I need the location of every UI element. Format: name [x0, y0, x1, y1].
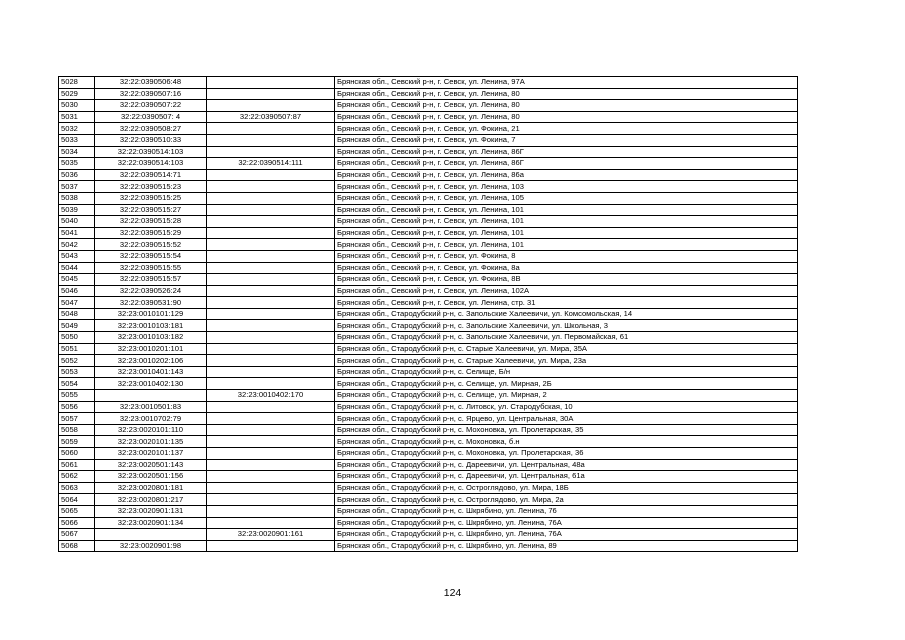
address-cell: Брянская обл., Стародубский р-н, с. Мохоновка, ул. Пролетарская, 36 — [335, 448, 798, 460]
cadastral-number-cell: 32:22:0390506:48 — [95, 77, 207, 89]
linked-cadastral-number-cell: 32:22:0390507:87 — [207, 111, 335, 123]
cadastral-number-cell: 32:22:0390515:27 — [95, 204, 207, 216]
table-row — [59, 366, 798, 378]
address-cell: Брянская обл., Севский р-н, г. Севск, ул. Ленина, 101 — [335, 204, 798, 216]
linked-cadastral-number-cell — [207, 169, 335, 181]
row-number-cell: 5030 — [59, 100, 95, 112]
address-cell: Брянская обл., Стародубский р-н, с. Старые Халеевичи, ул. Мира, 23а — [335, 355, 798, 367]
address-cell: Брянская обл., Стародубский р-н, с. Селище, ул. Мирная, 2 — [335, 390, 798, 402]
table-row — [59, 274, 798, 286]
linked-cadastral-number-cell: 32:23:0020901:161 — [207, 529, 335, 541]
linked-cadastral-number-cell — [207, 274, 335, 286]
linked-cadastral-number-cell — [207, 181, 335, 193]
linked-cadastral-number-cell — [207, 366, 335, 378]
row-number-cell: 5032 — [59, 123, 95, 135]
row-number-cell: 5041 — [59, 227, 95, 239]
address-cell: Брянская обл., Стародубский р-н, с. Остроглядово, ул. Мира, 2а — [335, 494, 798, 506]
address-cell: Брянская обл., Севский р-н, г. Севск, ул. Ленина, 97А — [335, 77, 798, 89]
table-row — [59, 158, 798, 170]
linked-cadastral-number-cell — [207, 216, 335, 228]
linked-cadastral-number-cell — [207, 320, 335, 332]
address-cell: Брянская обл., Севский р-н, г. Севск, ул. Фокина, 8 — [335, 250, 798, 262]
cadastral-number-cell: 32:23:0020501:156 — [95, 471, 207, 483]
cadastral-number-cell: 32:23:0020101:137 — [95, 448, 207, 460]
row-number-cell: 5038 — [59, 192, 95, 204]
cadastral-number-cell: 32:23:0010501:83 — [95, 401, 207, 413]
address-cell: Брянская обл., Стародубский р-н, с. Литовск, ул. Стародубская, 10 — [335, 401, 798, 413]
row-number-cell: 5031 — [59, 111, 95, 123]
cadastral-number-cell: 32:22:0390515:57 — [95, 274, 207, 286]
row-number-cell: 5054 — [59, 378, 95, 390]
table-row — [59, 424, 798, 436]
row-number-cell: 5067 — [59, 529, 95, 541]
table-row — [59, 517, 798, 529]
table-row — [59, 204, 798, 216]
cadastral-number-cell: 32:22:0390531:90 — [95, 297, 207, 309]
linked-cadastral-number-cell — [207, 239, 335, 251]
linked-cadastral-number-cell — [207, 413, 335, 425]
address-cell: Брянская обл., Стародубский р-н, с. Мохоновка, б.н — [335, 436, 798, 448]
address-cell: Брянская обл., Стародубский р-н, с. Мохоновка, ул. Пролетарская, 35 — [335, 424, 798, 436]
row-number-cell: 5064 — [59, 494, 95, 506]
registry-table-body — [59, 77, 798, 552]
address-cell: Брянская обл., Севский р-н, г. Севск, ул. Ленина, 86Г — [335, 158, 798, 170]
row-number-cell: 5049 — [59, 320, 95, 332]
row-number-cell: 5029 — [59, 88, 95, 100]
table-row — [59, 540, 798, 552]
cadastral-number-cell: 32:22:0390515:25 — [95, 192, 207, 204]
linked-cadastral-number-cell — [207, 517, 335, 529]
cadastral-number-cell — [95, 390, 207, 402]
cadastral-number-cell: 32:22:0390515:23 — [95, 181, 207, 193]
address-cell: Брянская обл., Севский р-н, г. Севск, ул. Фокина, 7 — [335, 134, 798, 146]
table-row — [59, 297, 798, 309]
cadastral-number-cell: 32:23:0020501:143 — [95, 459, 207, 471]
address-cell: Брянская обл., Стародубский р-н, с. Шкрябино, ул. Ленина, 76 — [335, 505, 798, 517]
linked-cadastral-number-cell — [207, 332, 335, 344]
cadastral-number-cell: 32:23:0020101:110 — [95, 424, 207, 436]
address-cell: Брянская обл., Севский р-н, г. Севск, ул. Ленина, 80 — [335, 111, 798, 123]
cadastral-number-cell: 32:23:0010101:129 — [95, 308, 207, 320]
linked-cadastral-number-cell — [207, 494, 335, 506]
address-cell: Брянская обл., Стародубский р-н, с. Остроглядово, ул. Мира, 18Б — [335, 482, 798, 494]
row-number-cell: 5033 — [59, 134, 95, 146]
table-row — [59, 413, 798, 425]
table-row — [59, 320, 798, 332]
linked-cadastral-number-cell — [207, 77, 335, 89]
row-number-cell: 5061 — [59, 459, 95, 471]
linked-cadastral-number-cell — [207, 343, 335, 355]
linked-cadastral-number-cell — [207, 424, 335, 436]
row-number-cell: 5048 — [59, 308, 95, 320]
linked-cadastral-number-cell — [207, 123, 335, 135]
address-cell: Брянская обл., Стародубский р-н, с. Ярцево, ул. Центральная, 30А — [335, 413, 798, 425]
row-number-cell: 5051 — [59, 343, 95, 355]
table-row — [59, 239, 798, 251]
linked-cadastral-number-cell — [207, 146, 335, 158]
address-cell: Брянская обл., Севский р-н, г. Севск, ул. Ленина, 101 — [335, 227, 798, 239]
table-row — [59, 169, 798, 181]
table-row — [59, 181, 798, 193]
address-cell: Брянская обл., Севский р-н, г. Севск, ул. Ленина, 101 — [335, 216, 798, 228]
address-cell: Брянская обл., Стародубский р-н, с. Шкрябино, ул. Ленина, 89 — [335, 540, 798, 552]
row-number-cell: 5050 — [59, 332, 95, 344]
linked-cadastral-number-cell — [207, 285, 335, 297]
table-row — [59, 390, 798, 402]
row-number-cell: 5062 — [59, 471, 95, 483]
linked-cadastral-number-cell — [207, 297, 335, 309]
cadastral-number-cell: 32:23:0010201:101 — [95, 343, 207, 355]
address-cell: Брянская обл., Севский р-н, г. Севск, ул. Ленина, 80 — [335, 88, 798, 100]
cadastral-number-cell: 32:22:0390515:29 — [95, 227, 207, 239]
table-row — [59, 343, 798, 355]
linked-cadastral-number-cell — [207, 192, 335, 204]
linked-cadastral-number-cell — [207, 227, 335, 239]
row-number-cell: 5042 — [59, 239, 95, 251]
cadastral-number-cell: 32:22:0390507:22 — [95, 100, 207, 112]
table-row — [59, 262, 798, 274]
table-row — [59, 192, 798, 204]
address-cell: Брянская обл., Стародубский р-н, с. Селище, ул. Мирная, 2Б — [335, 378, 798, 390]
row-number-cell: 5028 — [59, 77, 95, 89]
row-number-cell: 5055 — [59, 390, 95, 402]
table-row — [59, 448, 798, 460]
row-number-cell: 5044 — [59, 262, 95, 274]
table-row — [59, 146, 798, 158]
address-cell: Брянская обл., Стародубский р-н, с. Старые Халеевичи, ул. Мира, 35А — [335, 343, 798, 355]
row-number-cell: 5040 — [59, 216, 95, 228]
linked-cadastral-number-cell — [207, 250, 335, 262]
cadastral-number-cell: 32:23:0010103:182 — [95, 332, 207, 344]
cadastral-number-cell: 32:23:0010402:130 — [95, 378, 207, 390]
table-row — [59, 482, 798, 494]
linked-cadastral-number-cell — [207, 204, 335, 216]
row-number-cell: 5056 — [59, 401, 95, 413]
table-row — [59, 494, 798, 506]
cadastral-number-cell: 32:22:0390507: 4 — [95, 111, 207, 123]
table-row — [59, 100, 798, 112]
address-cell: Брянская обл., Севский р-н, г. Севск, ул. Фокина, 8а — [335, 262, 798, 274]
cadastral-number-cell: 32:22:0390526:24 — [95, 285, 207, 297]
row-number-cell: 5046 — [59, 285, 95, 297]
cadastral-number-cell: 32:23:0020901:131 — [95, 505, 207, 517]
linked-cadastral-number-cell — [207, 355, 335, 367]
cadastral-number-cell: 32:23:0020101:135 — [95, 436, 207, 448]
cadastral-number-cell: 32:23:0010103:181 — [95, 320, 207, 332]
row-number-cell: 5066 — [59, 517, 95, 529]
linked-cadastral-number-cell — [207, 262, 335, 274]
address-cell: Брянская обл., Севский р-н, г. Севск, ул. Фокина, 8В — [335, 274, 798, 286]
address-cell: Брянская обл., Стародубский р-н, с. Дареевичи, ул. Центральная, 61а — [335, 471, 798, 483]
table-row — [59, 227, 798, 239]
address-cell: Брянская обл., Стародубский р-н, с. Шкрябино, ул. Ленина, 76А — [335, 529, 798, 541]
table-row — [59, 88, 798, 100]
linked-cadastral-number-cell — [207, 88, 335, 100]
table-row — [59, 529, 798, 541]
table-row — [59, 459, 798, 471]
table-row — [59, 308, 798, 320]
row-number-cell: 5059 — [59, 436, 95, 448]
table-row — [59, 332, 798, 344]
row-number-cell: 5043 — [59, 250, 95, 262]
linked-cadastral-number-cell — [207, 378, 335, 390]
cadastral-number-cell: 32:22:0390514:71 — [95, 169, 207, 181]
address-cell: Брянская обл., Севский р-н, г. Севск, ул. Ленина, 80 — [335, 100, 798, 112]
table-row — [59, 285, 798, 297]
row-number-cell: 5065 — [59, 505, 95, 517]
cadastral-number-cell: 32:22:0390508:27 — [95, 123, 207, 135]
linked-cadastral-number-cell — [207, 448, 335, 460]
row-number-cell: 5047 — [59, 297, 95, 309]
linked-cadastral-number-cell — [207, 308, 335, 320]
row-number-cell: 5037 — [59, 181, 95, 193]
linked-cadastral-number-cell: 32:22:0390514:111 — [207, 158, 335, 170]
cadastral-number-cell: 32:23:0020801:181 — [95, 482, 207, 494]
table-row — [59, 505, 798, 517]
address-cell: Брянская обл., Севский р-н, г. Севск, ул. Ленина, 86Г — [335, 146, 798, 158]
table-row — [59, 111, 798, 123]
row-number-cell: 5068 — [59, 540, 95, 552]
row-number-cell: 5035 — [59, 158, 95, 170]
row-number-cell: 5036 — [59, 169, 95, 181]
cadastral-number-cell: 32:22:0390515:28 — [95, 216, 207, 228]
linked-cadastral-number-cell — [207, 436, 335, 448]
cadastral-number-cell: 32:22:0390514:103 — [95, 158, 207, 170]
address-cell: Брянская обл., Стародубский р-н, с. Запольские Халеевичи, ул. Первомайская, 61 — [335, 332, 798, 344]
cadastral-number-cell: 32:23:0020901:98 — [95, 540, 207, 552]
cadastral-number-cell: 32:23:0020801:217 — [95, 494, 207, 506]
linked-cadastral-number-cell — [207, 134, 335, 146]
page-number: 124 — [443, 587, 462, 599]
address-cell: Брянская обл., Севский р-н, г. Севск, ул. Ленина, 86а — [335, 169, 798, 181]
linked-cadastral-number-cell — [207, 401, 335, 413]
cadastral-number-cell: 32:23:0010401:143 — [95, 366, 207, 378]
linked-cadastral-number-cell — [207, 471, 335, 483]
table-row — [59, 471, 798, 483]
table-row — [59, 436, 798, 448]
cadastral-number-cell: 32:22:0390515:54 — [95, 250, 207, 262]
registry-table — [58, 76, 798, 552]
cadastral-number-cell: 32:22:0390515:55 — [95, 262, 207, 274]
address-cell: Брянская обл., Севский р-н, г. Севск, ул. Ленина, 103 — [335, 181, 798, 193]
table-row — [59, 77, 798, 89]
address-cell: Брянская обл., Стародубский р-н, с. Запольские Халеевичи, ул. Комсомольская, 14 — [335, 308, 798, 320]
row-number-cell: 5063 — [59, 482, 95, 494]
linked-cadastral-number-cell — [207, 540, 335, 552]
cadastral-number-cell: 32:22:0390515:52 — [95, 239, 207, 251]
table-row — [59, 216, 798, 228]
row-number-cell: 5058 — [59, 424, 95, 436]
address-cell: Брянская обл., Севский р-н, г. Севск, ул. Фокина, 21 — [335, 123, 798, 135]
row-number-cell: 5060 — [59, 448, 95, 460]
linked-cadastral-number-cell — [207, 505, 335, 517]
address-cell: Брянская обл., Стародубский р-н, с. Дареевичи, ул. Центральная, 48а — [335, 459, 798, 471]
address-cell: Брянская обл., Севский р-н, г. Севск, ул. Ленина, стр. 31 — [335, 297, 798, 309]
cadastral-number-cell: 32:22:0390510:33 — [95, 134, 207, 146]
cadastral-number-cell — [95, 529, 207, 541]
row-number-cell: 5053 — [59, 366, 95, 378]
address-cell: Брянская обл., Севский р-н, г. Севск, ул. Ленина, 101 — [335, 239, 798, 251]
table-row — [59, 134, 798, 146]
address-cell: Брянская обл., Стародубский р-н, с. Запольские Халеевичи, ул. Школьная, 3 — [335, 320, 798, 332]
table-row — [59, 123, 798, 135]
linked-cadastral-number-cell: 32:23:0010402:170 — [207, 390, 335, 402]
row-number-cell: 5045 — [59, 274, 95, 286]
row-number-cell: 5057 — [59, 413, 95, 425]
row-number-cell: 5039 — [59, 204, 95, 216]
table-row — [59, 355, 798, 367]
row-number-cell: 5052 — [59, 355, 95, 367]
table-row — [59, 378, 798, 390]
row-number-cell: 5034 — [59, 146, 95, 158]
cadastral-number-cell: 32:22:0390507:16 — [95, 88, 207, 100]
cadastral-number-cell: 32:23:0010202:106 — [95, 355, 207, 367]
table-row — [59, 250, 798, 262]
address-cell: Брянская обл., Стародубский р-н, с. Селище, Б/н — [335, 366, 798, 378]
linked-cadastral-number-cell — [207, 482, 335, 494]
table-row — [59, 401, 798, 413]
cadastral-number-cell: 32:23:0010702:79 — [95, 413, 207, 425]
linked-cadastral-number-cell — [207, 459, 335, 471]
linked-cadastral-number-cell — [207, 100, 335, 112]
address-cell: Брянская обл., Стародубский р-н, с. Шкрябино, ул. Ленина, 76А — [335, 517, 798, 529]
address-cell: Брянская обл., Севский р-н, г. Севск, ул. Ленина, 102А — [335, 285, 798, 297]
address-cell: Брянская обл., Севский р-н, г. Севск, ул. Ленина, 105 — [335, 192, 798, 204]
cadastral-number-cell: 32:23:0020901:134 — [95, 517, 207, 529]
cadastral-number-cell: 32:22:0390514:103 — [95, 146, 207, 158]
